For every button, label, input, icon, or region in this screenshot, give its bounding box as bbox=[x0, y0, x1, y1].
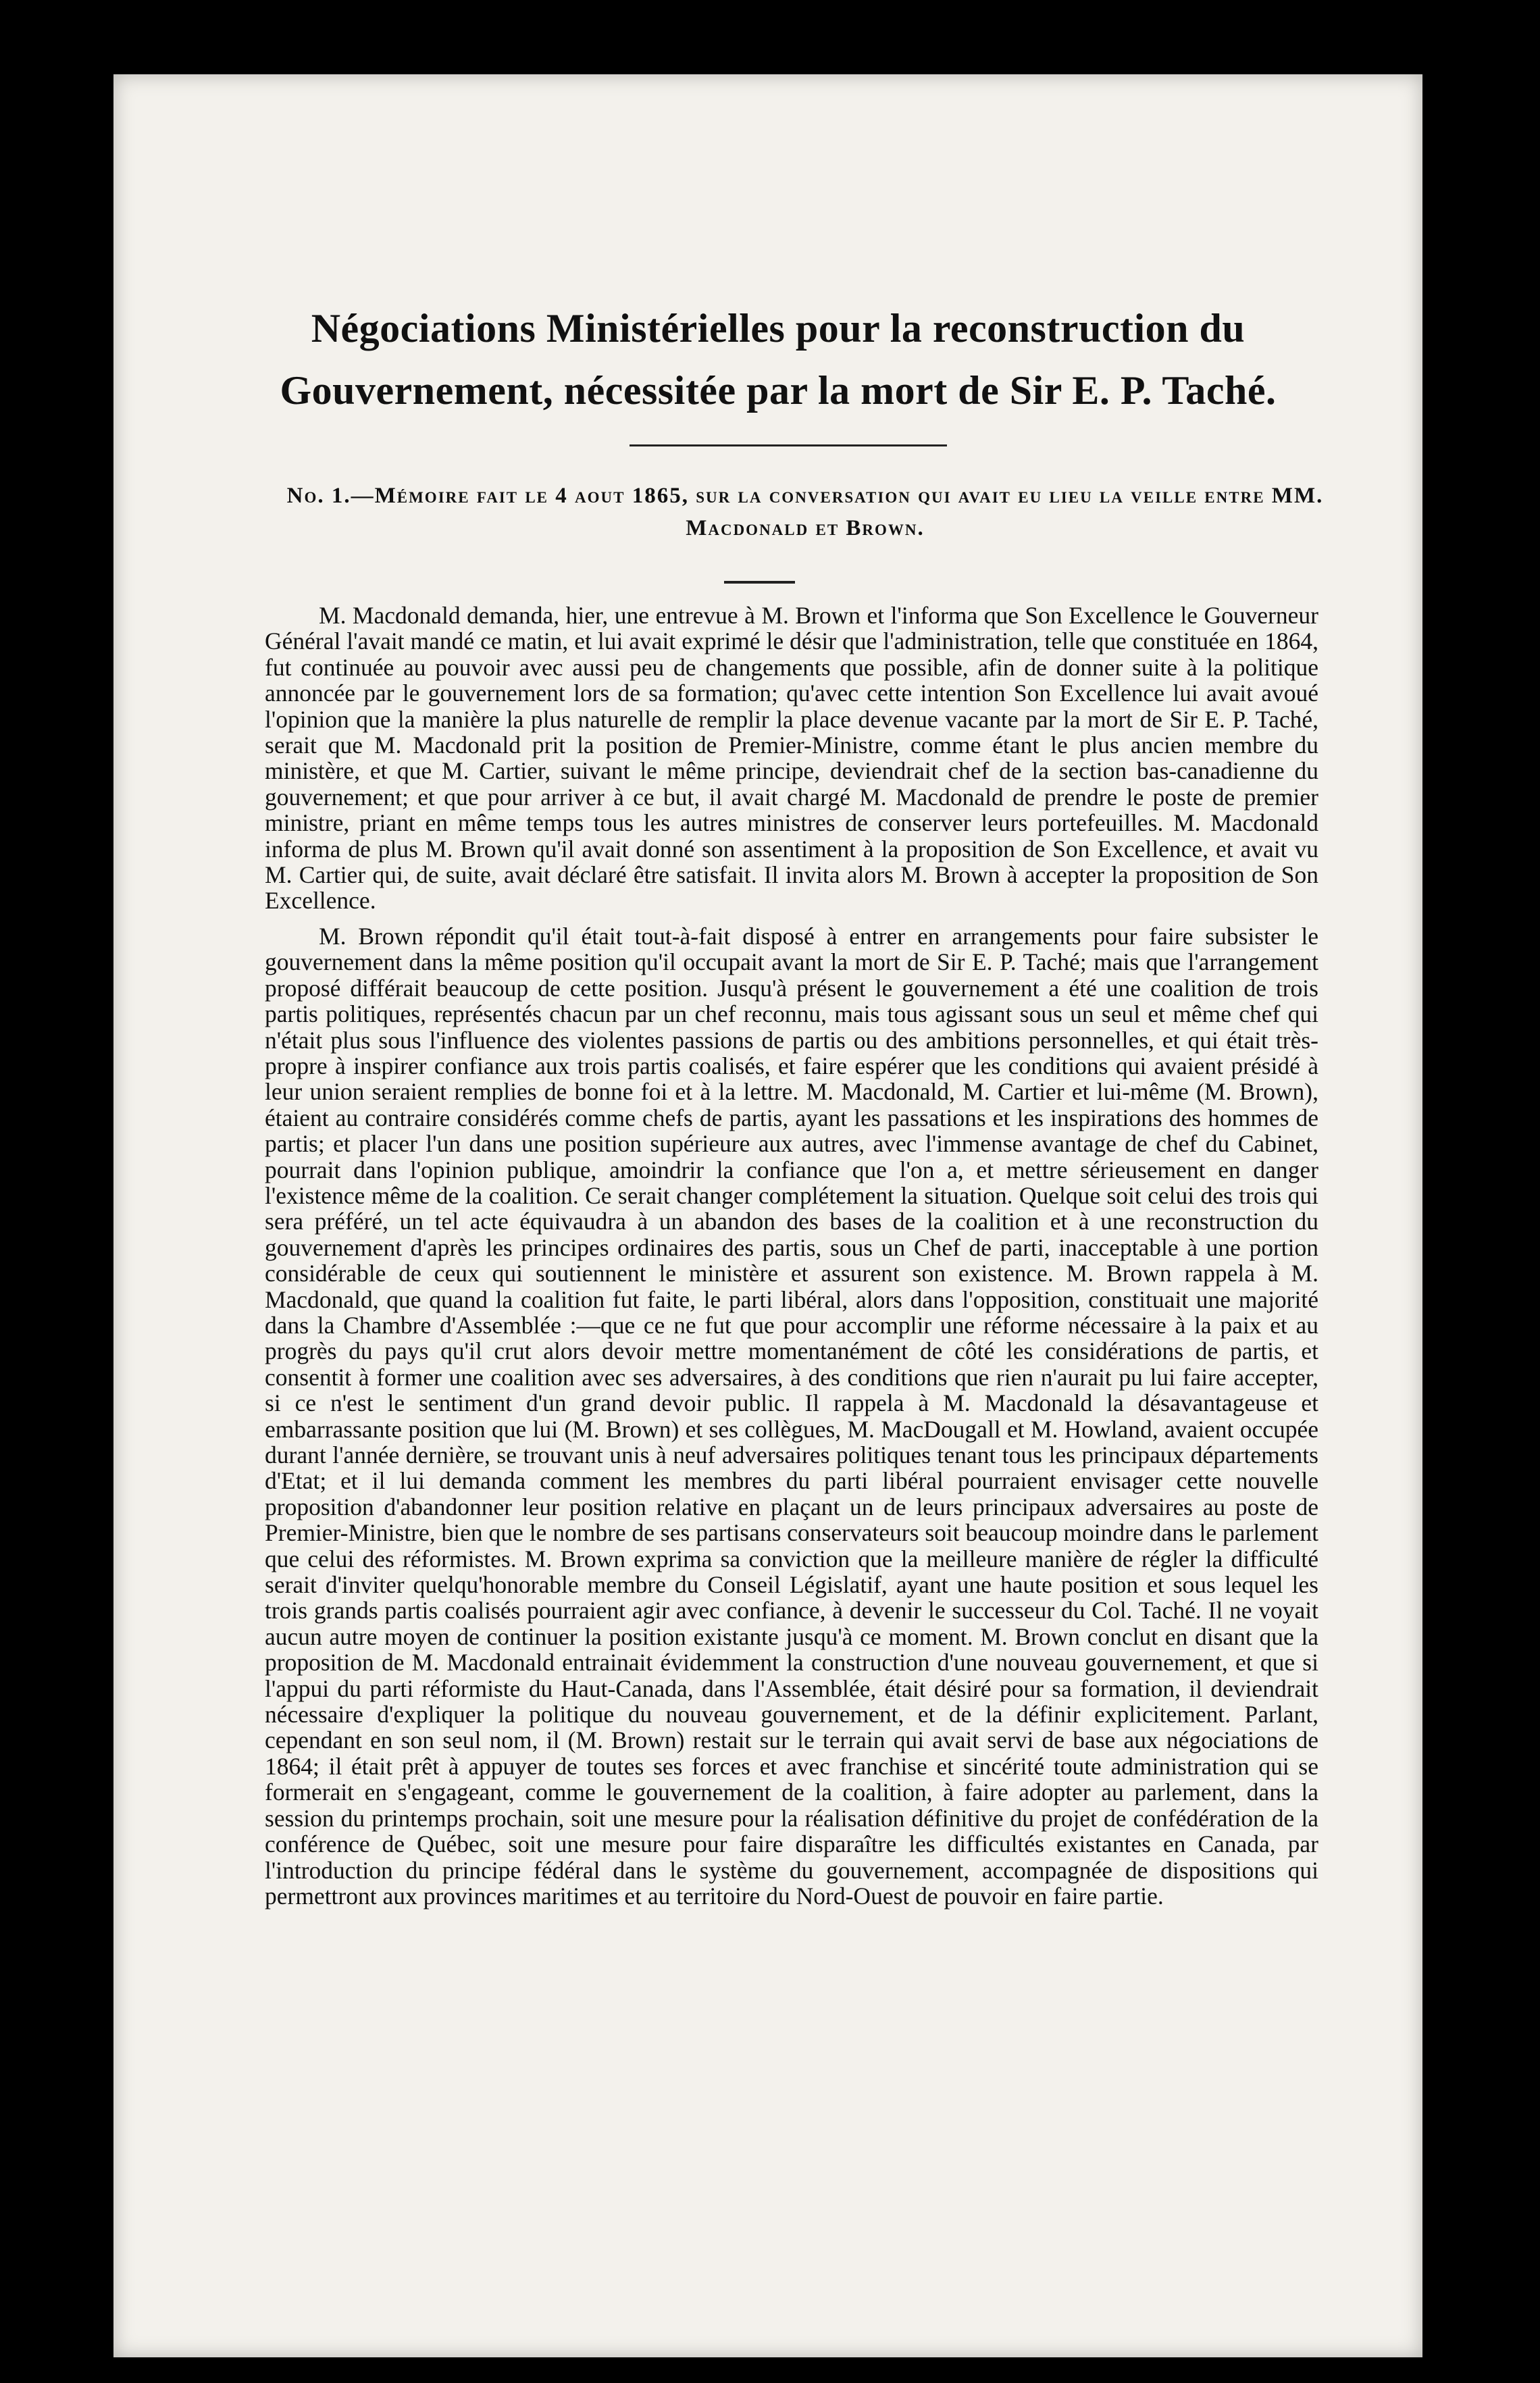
title-divider bbox=[630, 444, 947, 446]
subtitle-divider bbox=[724, 581, 795, 584]
document-page bbox=[113, 74, 1422, 2357]
document-subtitle: No. 1.—Mémoire fait le 4 aout 1865, sur la conversation qui avait eu lieu la veille entre MM. Macdonald et Brown. bbox=[286, 484, 1324, 540]
paragraph-1: M. Macdonald demanda, hier, une entrevue à M. Brown et l'informa que Son Excellence le Gouverneur Général l'avait mandé ce matin, et lui avait exprimé le désir que l'administration, telle que constituée en 1864, fut continuée au pouvoir avec aussi peu de changements que possible, afin de donner suite à la politique annoncée par le gouvernement lors de sa formation; qu'avec cette intention Son Excellence lui avait avoué l'opinion que la manière la plus naturelle de remplir la place devenue vacante par la mort de Sir E. P. Taché, serait que M. Macdonald prit la position de Premier-Ministre, comme étant le plus ancien membre du ministère, et que M. Cartier, suivant le même principe, deviendrait chef de la section bas-canadienne du gouvernement; et que pour arriver à ce but, il avait chargé M. Macdonald de prendre le poste de premier ministre, priant en même temps tous les autres ministres de conserver leurs portefeuilles. M. Macdonald informa de plus M. Brown qu'il avait donné son assentiment à la proposition de Son Excellence, et avait vu M. Cartier qui, de suite, avait déclaré être satisfait. Il invita alors M. Brown à accepter la proposition de Son Excellence. bbox=[265, 602, 1318, 915]
paragraph-2: M. Brown répondit qu'il était tout-à-fait disposé à entrer en arrangements pour faire subsister le gouvernement dans la même position qu'il occupait avant la mort de Sir E. P. Taché; mais que l'arrangement proposé différait beaucoup de cette position. Jusqu'à présent le gouvernement a été une coalition de trois partis politiques, représentés chacun par un chef reconnu, mais tous agissant sous un seul et même chef qui n'était plus sous l'influence des violentes passions de partis ou des ambitions personnelles, et qui était très-propre à inspirer confiance aux trois partis coalisés, et faire espérer que les conditions qui avaient présidé à leur union seraient remplies de bonne foi et à la lettre. M. Macdonald, M. Cartier et lui-même (M. Brown), étaient au contraire considérés comme chefs de partis, ayant les passations et les inspirations des hommes de partis; et placer l'un dans une position supérieure aux autres, avec l'immense avantage de chef du Cabinet, pourrait dans l'opinion publique, amoindrir la confiance que l'on a, et mettre sérieusement en danger l'existence même de la coalition. Ce serait changer complétement la situation. Quelque soit celui des trois qui sera préféré, un tel acte équivaudra à un abandon des bases de la coalition et à une reconstruction du gouvernement d'après les principes ordinaires des partis, sous un Chef de parti, inacceptable à une portion considérable de ceux qui soutiennent le ministère et assurent son existence. M. Brown rappela à M. Macdonald, que quand la coalition fut faite, le parti libéral, alors dans l'opposition, constituait une majorité dans la Chambre d'Assemblée :—que ce ne fut que pour accomplir une réforme nécessaire à la paix et au progrès du pays qu'il crut alors devoir mettre momentanément de côté les considérations de partis, et consentit à former une coalition avec ses adversaires, à des conditions que rien n'aurait pu lui faire accepter, si ce n'est le sentiment d'un grand devoir public. Il rappela à M. Macdonald la désavantageuse et embarrassante position que lui (M. Brown) et ses collègues, M. MacDougall et M. Howland, avaient occupée durant l'année dernière, se trouvant unis à neuf adversaires politiques tenant tous les principaux départements d'Etat; et il lui demanda comment les membres du parti libéral pourraient envisager cette nouvelle proposition d'abandonner leur position relative en plaçant un de leurs principaux adversaires au poste de Premier-Ministre, bien que le nombre de ses partisans conservateurs soit beaucoup moindre dans le parlement que celui des réformistes. M. Brown exprima sa conviction que la meilleure manière de régler la difficulté serait d'inviter quelqu'honorable membre du Conseil Législatif, ayant une haute position et sous lequel les trois grands partis coalisés pourraient agir avec confiance, à devenir le successeur du Col. Taché. Il ne voyait aucun autre moyen de continuer la position existante jusqu'à ce moment. M. Brown conclut en disant que la proposition de M. Macdonald entrainait évidemment la construction d'une nouveau gouvernement, et que si l'appui du parti réformiste du Haut-Canada, dans l'Assemblée, était désiré pour sa formation, il deviendrait nécessaire d'expliquer la politique du nouveau gouvernement, et de la définir explicitement. Parlant, cependant en son seul nom, il (M. Brown) restait sur le terrain qui avait servi de base aux négociations de 1864; il était prêt à appuyer de toutes ses forces et avec franchise et sincérité toute administration qui se formerait en s'engageant, comme le gouvernement de la coalition, à faire adopter au parlement, dans la session du printemps prochain, soit une mesure pour la réalisation définitive du projet de confédération de la conférence de Québec, soit une mesure pour faire disparaître les difficultés existantes en Canada, par l'introduction du principe fédéral dans le système du gouvernement, accompagnée de dispositions qui permettront aux provinces maritimes et au territoire du Nord-Ouest de pouvoir en faire partie. bbox=[265, 922, 1318, 1910]
document-body bbox=[265, 603, 1318, 1918]
document-title: Négociations Ministérielles pour la reconstruction du Gouvernement, nécessitée par la mort de Sir E. P. Taché. bbox=[280, 306, 1277, 413]
